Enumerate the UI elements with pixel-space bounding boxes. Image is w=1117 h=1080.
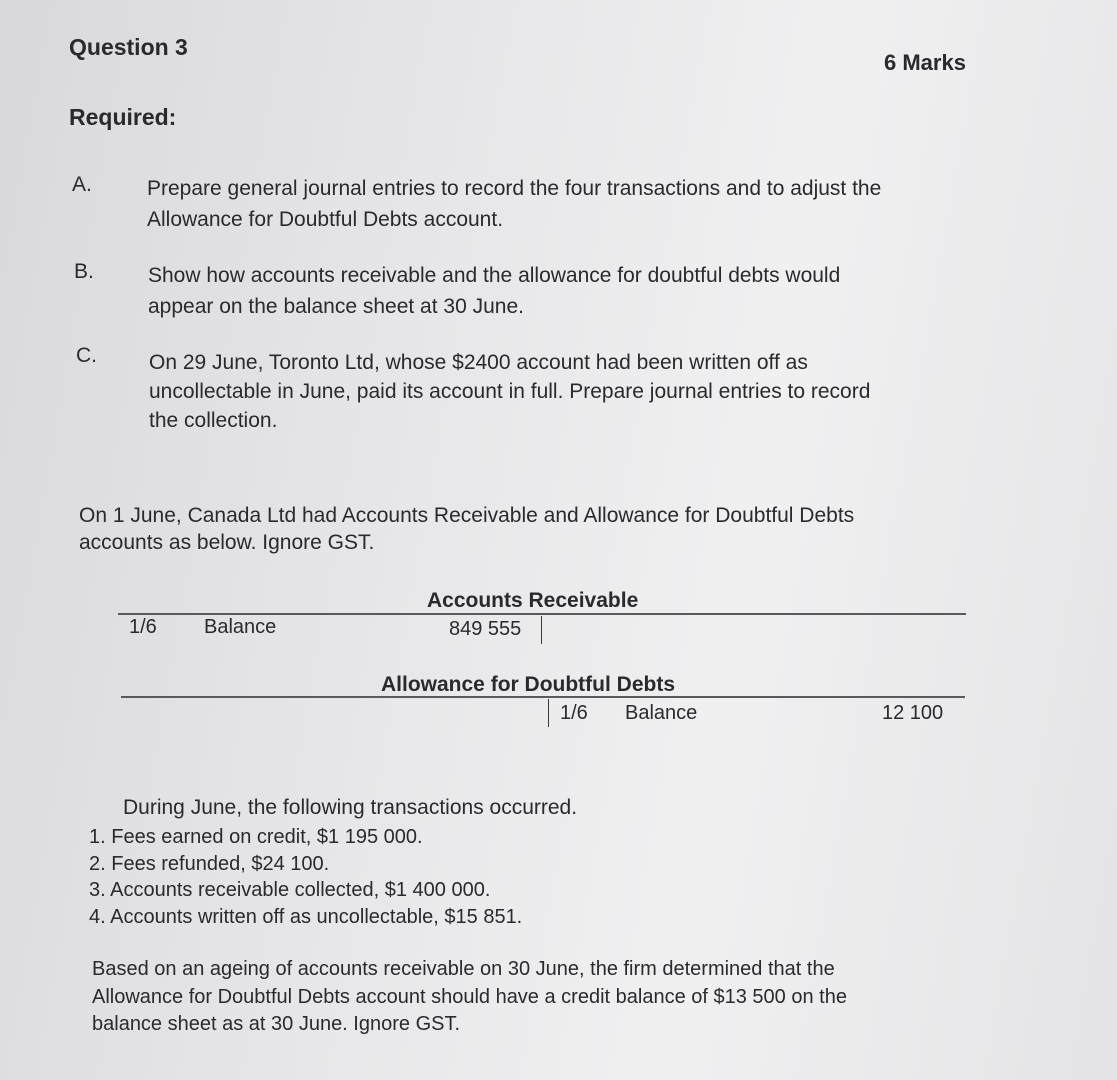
closing-line-2: Allowance for Doubtful Debts account should have a credit balance of $13 500 on the <box>92 985 847 1008</box>
closing-line-3: balance sheet as at 30 June. Ignore GST. <box>92 1013 461 1035</box>
transactions-heading: During June, the following transactions occurred. <box>123 796 578 819</box>
marks-label: 6 Marks <box>884 50 966 75</box>
intro-line-1: On 1 June, Canada Ltd had Accounts Receivable and Allowance for Doubtful Debts <box>79 504 855 527</box>
requirement-b-line-1: Show how accounts receivable and the allowance for doubtful debts would <box>148 264 841 287</box>
accounts-receivable-rule <box>118 613 966 615</box>
allowance-title: Allowance for Doubtful Debts <box>381 673 675 696</box>
required-heading: Required: <box>69 104 177 130</box>
closing-line-1: Based on an ageing of accounts receivable on 30 June, the firm determined that the <box>92 958 835 980</box>
requirement-c-text <box>149 348 870 435</box>
allowance-rule <box>121 696 965 698</box>
allowance-date: 1/6 <box>560 702 588 724</box>
accounts-receivable-description: Balance <box>204 616 277 638</box>
requirement-c-line-2: uncollectable in June, paid its account in full. Prepare journal entries to record <box>149 380 871 403</box>
requirement-c-line-3: the collection. <box>149 409 278 432</box>
requirement-b-text <box>148 260 840 322</box>
closing-paragraph <box>92 956 847 1039</box>
transactions-list <box>89 824 522 930</box>
requirement-a-text <box>147 173 881 235</box>
accounts-receivable-divider <box>541 616 542 644</box>
transaction-item: 2. Fees refunded, $24 100. <box>89 852 330 875</box>
requirement-a-letter: A. <box>72 173 92 196</box>
accounts-receivable-amount: 849 555 <box>449 618 522 640</box>
accounts-receivable-date: 1/6 <box>129 616 157 638</box>
requirement-a-line-1: Prepare general journal entries to record the four transactions and to adjust the <box>147 177 882 200</box>
requirement-b-line-2: appear on the balance sheet at 30 June. <box>148 295 524 318</box>
intro-line-2: accounts as below. Ignore GST. <box>79 531 375 554</box>
intro-paragraph <box>79 502 854 556</box>
accounts-receivable-title: Accounts Receivable <box>427 589 639 612</box>
allowance-divider <box>548 699 549 727</box>
requirement-c-line-1: On 29 June, Toronto Ltd, whose $2400 account had been written off as <box>149 351 808 374</box>
requirement-b-letter: B. <box>74 260 94 283</box>
question-title: Question 3 <box>69 34 188 60</box>
transaction-item: 1. Fees earned on credit, $1 195 000. <box>89 826 423 848</box>
allowance-description: Balance <box>625 702 698 724</box>
transaction-item: 3. Accounts receivable collected, $1 400 000. <box>89 879 491 901</box>
requirement-a-line-2: Allowance for Doubtful Debts account. <box>147 208 504 231</box>
allowance-amount: 12 100 <box>882 702 944 724</box>
requirement-c-letter: C. <box>76 344 97 367</box>
transaction-item: 4. Accounts written off as uncollectable, $15 851. <box>89 905 523 928</box>
